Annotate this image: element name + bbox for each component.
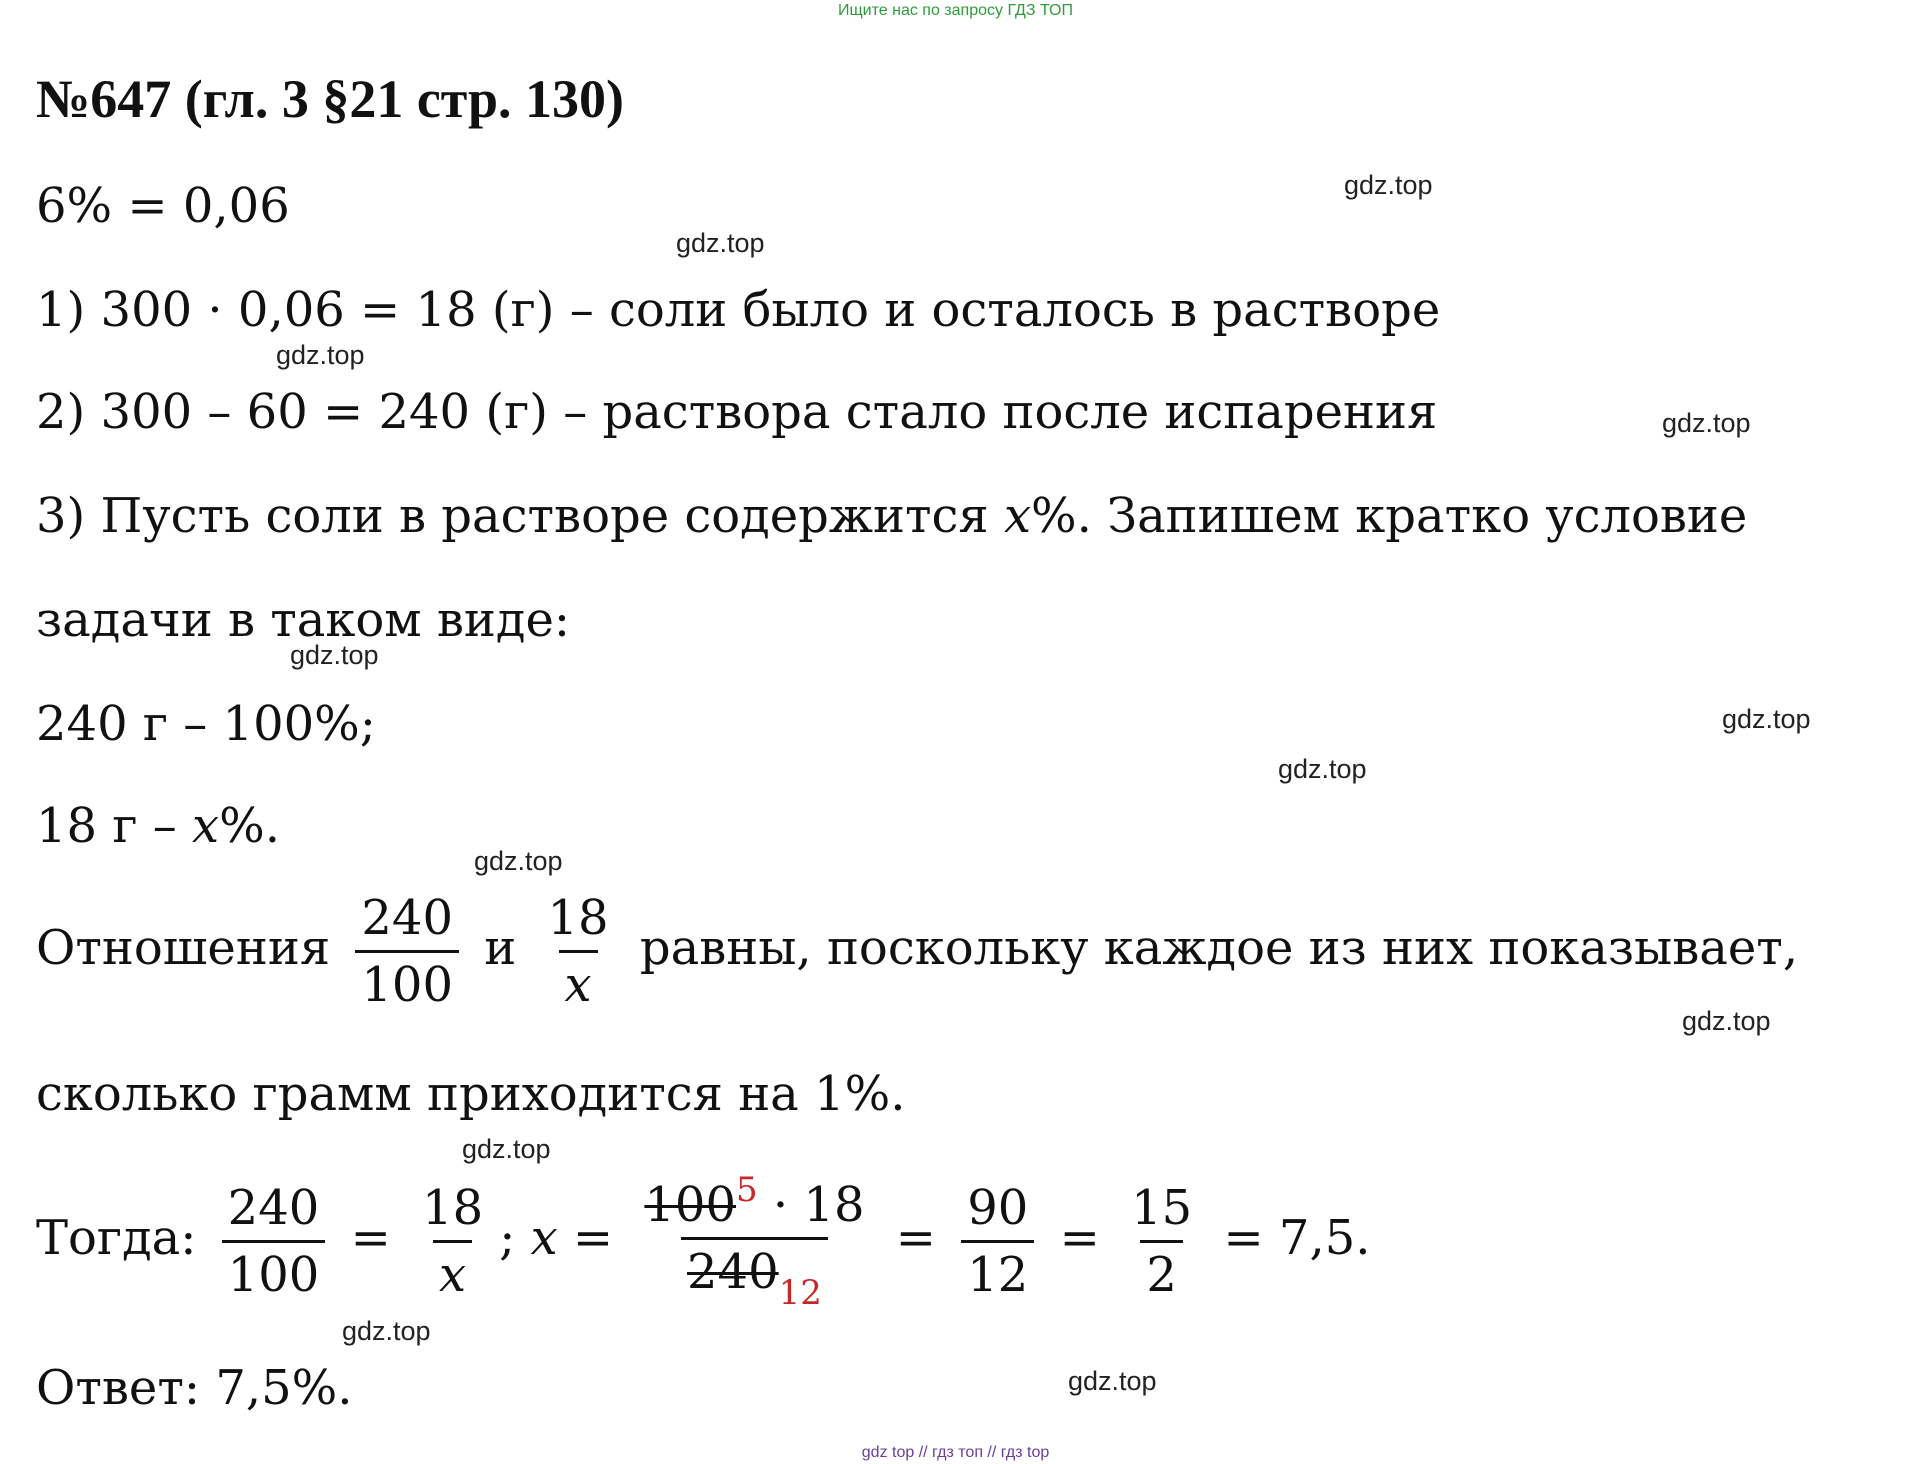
fraction-numerator: 18 — [547, 890, 609, 946]
reduction-mark: 5 — [736, 1170, 758, 1210]
fraction-15-2 — [1125, 1180, 1198, 1303]
fraction-denominator: 12 — [961, 1240, 1034, 1303]
variable-x: x — [192, 798, 220, 854]
watermark: gdz.top — [474, 846, 563, 876]
variable-x: x — [530, 1210, 558, 1266]
fraction-18-x — [542, 890, 615, 1013]
fraction-denominator: 2 — [1140, 1240, 1183, 1303]
ratios-label: Отношения — [36, 920, 331, 976]
watermark: gdz.top — [1662, 408, 1751, 438]
fraction-18-x — [416, 1180, 489, 1303]
line-step-1: 1) 300 · 0,06 = 18 (г) – соли было и осталось в растворе — [36, 282, 1441, 338]
fraction-numerator — [638, 1170, 870, 1237]
condition2-text-b: %. — [219, 798, 280, 854]
line-percent: 6% = 0,06 — [36, 178, 290, 234]
fraction-numerator: 240 — [361, 890, 453, 946]
top-banner: Ищите нас по запросу ГДЗ ТОП — [838, 2, 1073, 19]
fraction-numerator: 15 — [1131, 1180, 1193, 1236]
struck-number: 240 — [687, 1244, 779, 1300]
fraction-denominator: 100 — [355, 950, 459, 1013]
line-step-2: 2) 300 – 60 = 240 (г) – раствора стало после испарения — [36, 384, 1438, 440]
watermark: gdz.top — [676, 228, 765, 258]
watermark: gdz.top — [1722, 704, 1811, 734]
answer: Ответ: 7,5%. — [36, 1360, 353, 1416]
fraction-denominator: x — [433, 1240, 472, 1303]
line-solution — [36, 1170, 1371, 1313]
fraction-denominator — [681, 1237, 828, 1313]
equals-sign: = — [1059, 1210, 1100, 1266]
footer-links: gdz top // гдз топ // гдз top — [861, 1444, 1050, 1461]
solution-result: = 7,5. — [1223, 1210, 1371, 1266]
reduction-mark: 12 — [778, 1273, 822, 1313]
fraction-90-12 — [961, 1180, 1034, 1303]
fraction-numerator: 240 — [227, 1180, 320, 1236]
ratios-and: и — [484, 920, 517, 976]
watermark: gdz.top — [1344, 170, 1433, 200]
watermark: gdz.top — [462, 1134, 551, 1164]
watermark: gdz.top — [1278, 754, 1367, 784]
line-condition-1: 240 г – 100%; — [36, 696, 376, 752]
semicolon: ; — [499, 1210, 531, 1266]
line-condition-intro: задачи в таком виде: — [36, 592, 571, 648]
line-ratios — [36, 890, 1798, 1013]
line-condition-2 — [36, 798, 280, 854]
equals-sign: = — [895, 1210, 936, 1266]
condition2-text-a: 18 г – — [36, 798, 192, 854]
variable-x: x — [1003, 488, 1032, 544]
solution-label: Тогда: — [36, 1210, 197, 1266]
watermark: gdz.top — [290, 640, 379, 670]
fraction-240-100 — [355, 890, 459, 1013]
fraction-reduction — [638, 1170, 870, 1313]
fraction-denominator: 100 — [222, 1240, 326, 1303]
problem-title: №647 (гл. 3 §21 стр. 130) — [36, 69, 624, 129]
equals-sign: = — [557, 1210, 614, 1266]
fraction-denominator: x — [559, 950, 598, 1013]
fraction-numerator: 18 — [422, 1180, 484, 1236]
ratios-text-b: равны, поскольку каждое из них показывает, — [639, 920, 1799, 976]
watermark: gdz.top — [1068, 1366, 1157, 1396]
watermark: gdz.top — [1682, 1006, 1771, 1036]
fraction-240-100 — [222, 1180, 326, 1303]
step3-text-a: 3) Пусть соли в растворе содержится — [36, 488, 1004, 544]
fraction-numerator: 90 — [967, 1180, 1029, 1236]
line-ratios-cont: сколько грамм приходится на 1%. — [36, 1066, 906, 1122]
step3-text-b: %. Запишем кратко условие — [1031, 488, 1748, 544]
line-step-3 — [36, 488, 1747, 544]
watermark: gdz.top — [342, 1316, 431, 1346]
watermark: gdz.top — [276, 340, 365, 370]
numerator-rest: · 18 — [757, 1177, 865, 1233]
struck-number: 100 — [644, 1177, 737, 1233]
equals-sign: = — [350, 1210, 391, 1266]
